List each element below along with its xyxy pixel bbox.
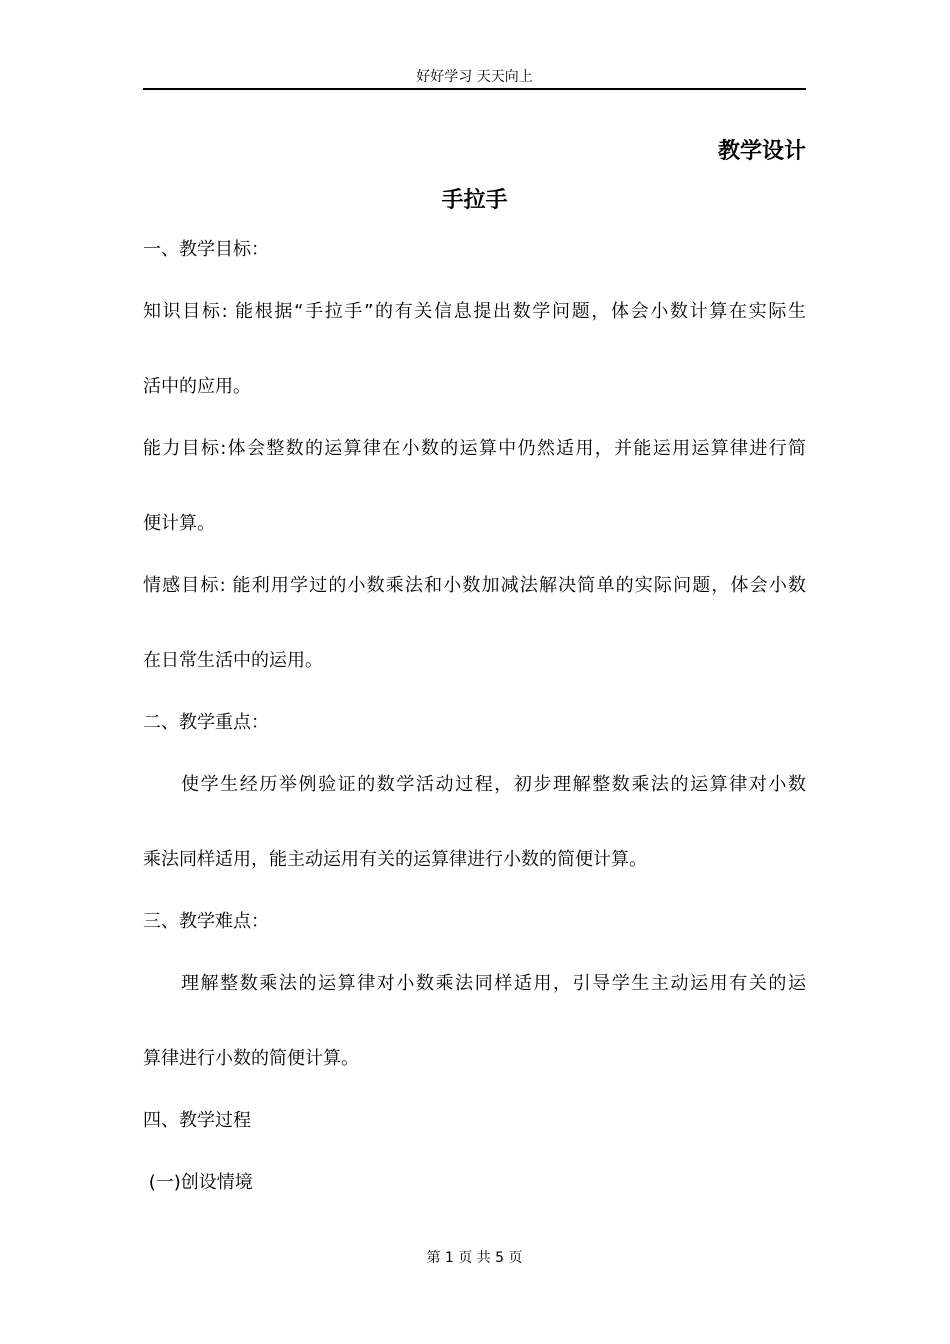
paragraph-line: 能力目标:体会整数的运算律在小数的运算中仍然适用，并能运用运算律进行简 (143, 438, 806, 459)
section-heading-key-points: 二、教学重点： (143, 712, 269, 733)
section-heading-difficulties: 三、教学难点： (143, 911, 269, 932)
paragraph-line: 便计算。 (143, 513, 215, 534)
paragraph-line: 知识目标: 能根据“手拉手”的有关信息提出数学问题，体会小数计算在实际生 (143, 301, 806, 322)
document-type-heading: 教学设计 (717, 139, 806, 164)
paragraph-line: 使学生经历举例验证的数学活动过程，初步理解整数乘法的运算律对小数 (181, 774, 806, 795)
paragraph-line: 情感目标: 能利用学过的小数乘法和小数加减法解决简单的实际问题，体会小数 (143, 575, 806, 596)
paragraph-line: 理解整数乘法的运算律对小数乘法同样适用，引导学生主动运用有关的运 (181, 973, 806, 994)
subsection-heading: (一)创设情境 (143, 1172, 253, 1193)
section-heading-objectives: 一、教学目标： (143, 239, 269, 260)
paragraph-line: 活中的应用。 (143, 376, 251, 397)
document-title: 手拉手 (441, 188, 508, 213)
paragraph-line: 乘法同样适用，能主动运用有关的运算律进行小数的简便计算。 (143, 849, 647, 870)
page-number-footer: 第 1 页 共 5 页 (426, 1250, 523, 1266)
paragraph-line: 算律进行小数的简便计算。 (143, 1048, 359, 1069)
paragraph-line: 在日常生活中的运用。 (143, 650, 323, 671)
page-header: 好好学习 天天向上 (416, 69, 533, 85)
header-divider (143, 88, 806, 90)
section-heading-process: 四、教学过程 (143, 1110, 251, 1131)
